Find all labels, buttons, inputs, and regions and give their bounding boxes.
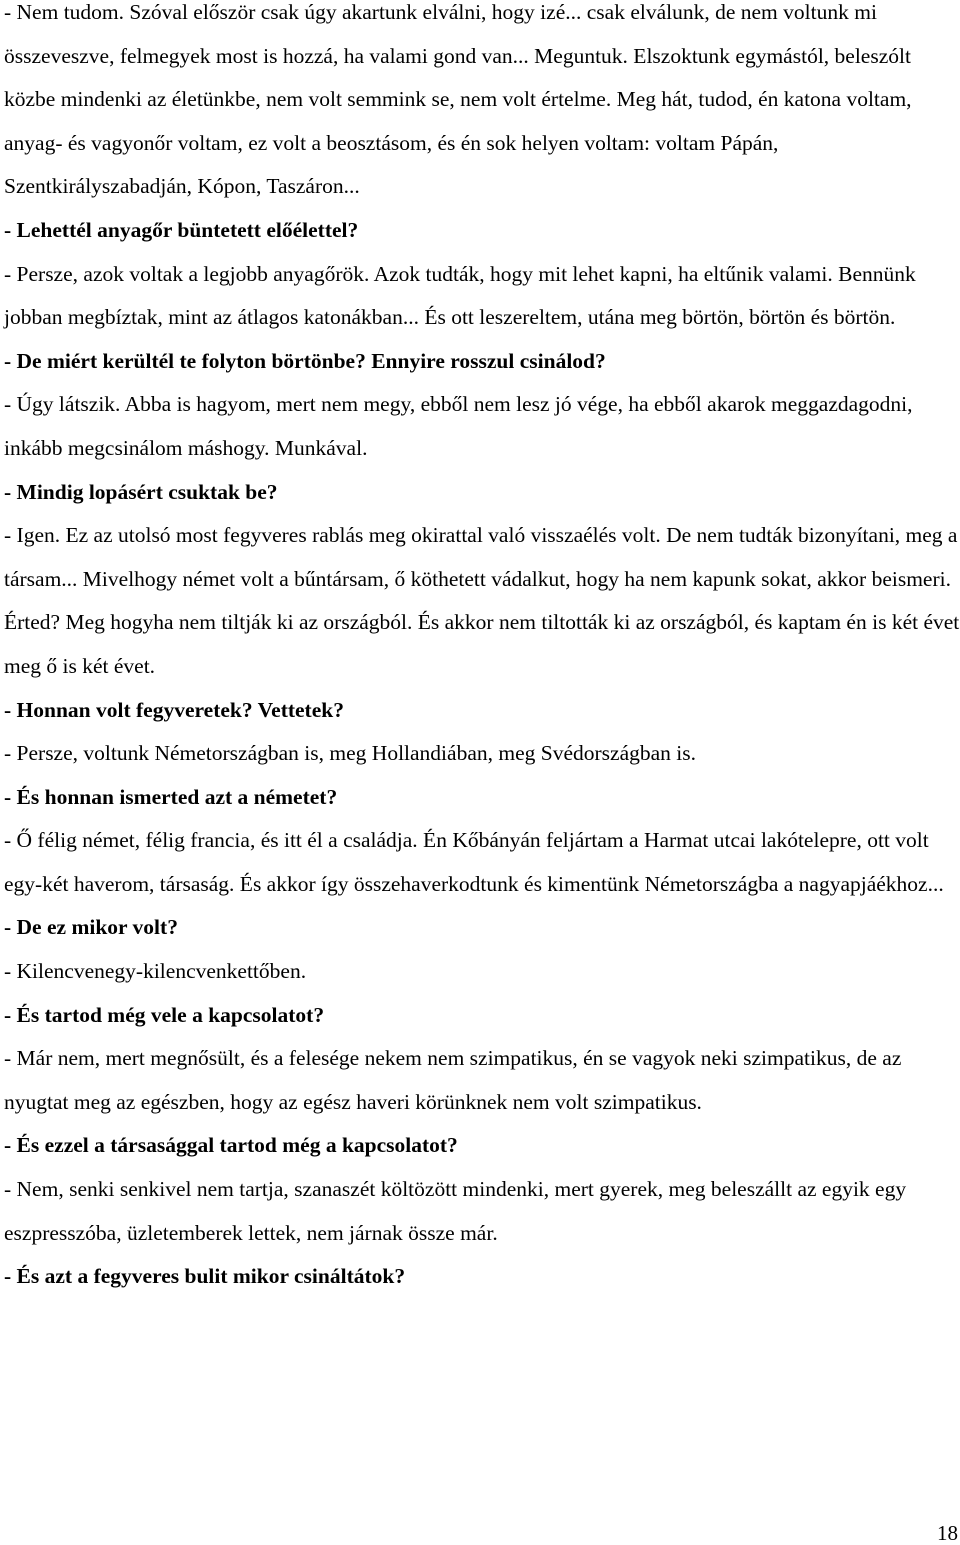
question-paragraph: - Mindig lopásért csuktak be? [4, 479, 278, 504]
question-paragraph: - Lehettél anyagőr büntetett előélettel? [4, 217, 359, 242]
answer-paragraph: - Ő félig német, félig francia, és itt él a családja. Én Kőbányán feljártam a Harmat utcai lakótelepre, ott volt egy-két haverom, társaság. És akkor így összehaverkodtunk és kimentünk Németországba a nagyapjáékhoz... [4, 828, 944, 896]
answer-paragraph: - Úgy látszik. Abba is hagyom, mert nem megy, ebből nem lesz jó vége, ha ebből akarok meggazdagodni, inkább megcsinálom máshogy. Munkával. [4, 392, 913, 460]
question-paragraph: - És tartod még vele a kapcsolatot? [4, 1002, 325, 1027]
answer-paragraph: - Kilencvenegy-kilencvenkettőben. [4, 959, 307, 984]
answer-paragraph: - Igen. Ez az utolsó most fegyveres rablás meg okirattal való visszaélés volt. De nem tudták bizonyítani, meg a társam... Mivelhogy német volt a bűntársam, ő köthetett vádalkut, hogy ha nem kapunk sokat, akkor beismeri. Érted? Meg hogyha nem tiltják ki az országból. És akkor nem tiltották ki az országból, és kaptam én is két évet meg ő is két évet. [4, 523, 960, 678]
answer-paragraph: - Persze, azok voltak a legjobb anyagőrök. Azok tudták, hogy mit lehet kapni, ha eltűnik valami. Bennünk jobban megbíztak, mint az átlagos katonákban... És ott leszereltem, utána meg börtön, börtön és börtön. [4, 261, 916, 330]
page-number: 18 [937, 1521, 958, 1545]
interview-text [4, 0, 960, 1299]
question-paragraph: - És honnan ismerted azt a németet? [4, 784, 338, 809]
question-paragraph: - És azt a fegyveres bulit mikor csináltátok? [4, 1264, 406, 1289]
answer-paragraph: - Nem tudom. Szóval először csak úgy akartunk elválni, hogy izé... csak elválunk, de nem voltunk mi összeveszve, felmegyek most is hozzá, ha valami gond van... Meguntuk. Elszoktunk egymástól, beleszólt közbe mindenki az életünkbe, nem volt semmink se, nem volt értelme. Meg hát, tudod, én katona voltam, anyag- és vagyonőr voltam, ez volt a beosztásom, és én sok helyen voltam: voltam Pápán, Szentkirályszabadján, Kópon, Taszáron... [4, 0, 912, 199]
answer-paragraph: - Már nem, mert megnősült, és a felesége nekem nem szimpatikus, én se vagyok neki szimpatikus, de az nyugtat meg az egészben, hogy az egész haveri körünknek nem volt szimpatikus. [4, 1046, 902, 1114]
question-paragraph: - De miért kerültél te folyton börtönbe? Ennyire rosszul csinálod? [4, 348, 606, 373]
question-paragraph: - Honnan volt fegyveretek? Vettetek? [4, 697, 344, 722]
question-paragraph: - És ezzel a társasággal tartod még a kapcsolatot? [4, 1133, 458, 1158]
answer-paragraph: - Nem, senki senkivel nem tartja, szanaszét költözött mindenki, mert gyerek, meg beleszállt az egyik egy eszpresszóba, üzletemberek lettek, nem járnak össze már. [4, 1177, 907, 1245]
answer-paragraph: - Persze, voltunk Németországban is, meg Hollandiában, meg Svédországban is. [4, 741, 696, 766]
question-paragraph: - De ez mikor volt? [4, 915, 178, 940]
